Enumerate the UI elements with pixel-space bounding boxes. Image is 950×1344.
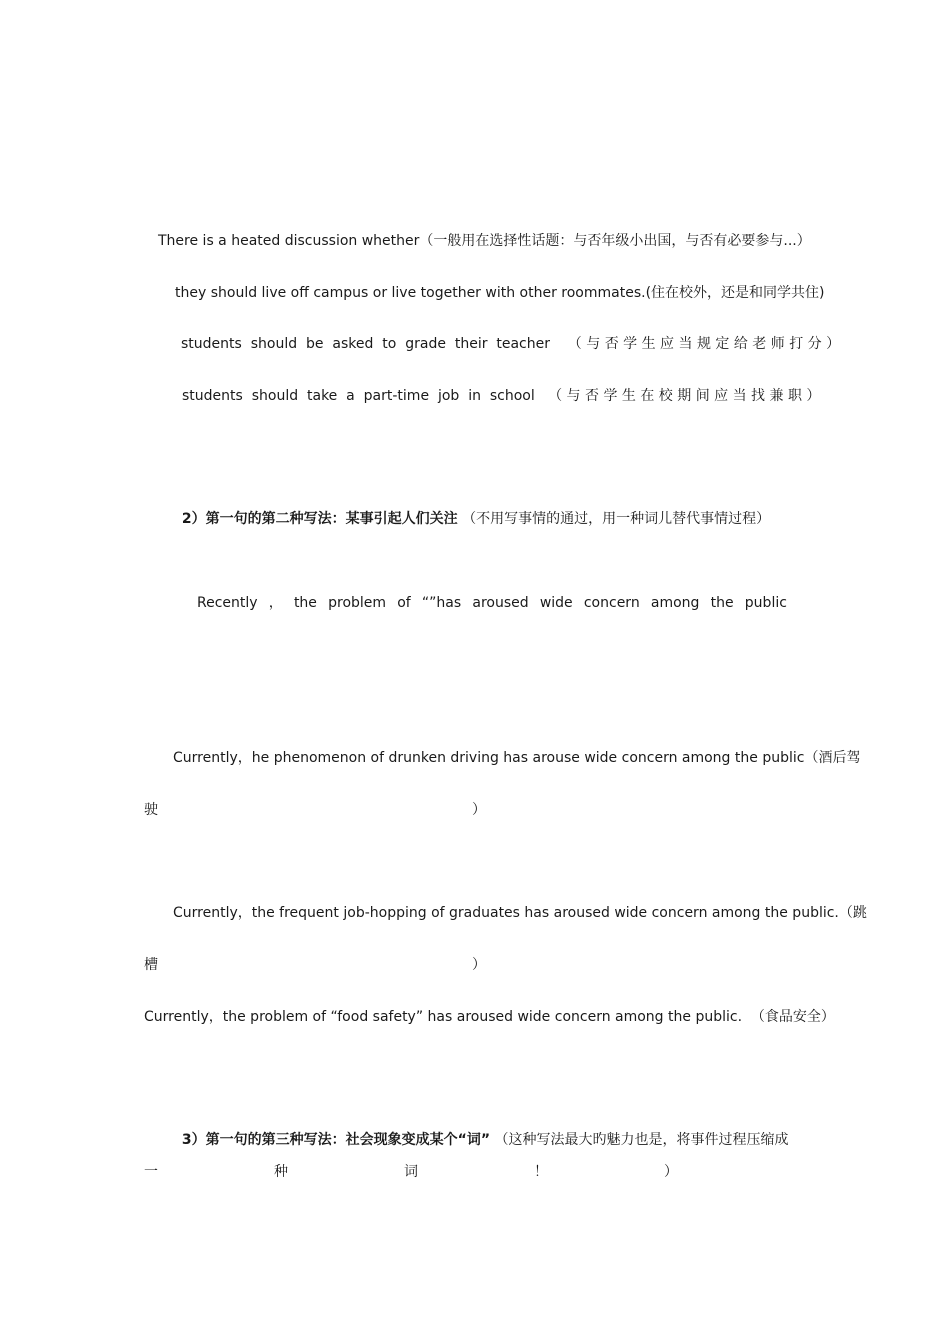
heading-second-method [173, 489, 770, 529]
char: 种 [274, 1164, 288, 1180]
line-recently [197, 593, 787, 613]
char: ） [664, 1164, 678, 1180]
line-drunken-driving-cont: 驶 [144, 802, 158, 818]
word: public [744, 595, 787, 611]
word: ， [268, 595, 283, 611]
line-job-hopping-close: ） [472, 957, 486, 973]
char: 词 [404, 1164, 418, 1180]
line-live-off-campus: they should live off campus or live together with other roommates.(住在校外，还是和同学共住) [175, 285, 825, 301]
word: of [397, 595, 411, 611]
line-heading-continuation [144, 1162, 678, 1182]
line-grade-teacher: students should be asked to grade their teacher （ 与 否 学 生 应 当 规 定 给 老 师 打 分 ） [181, 336, 841, 352]
line-drunken-driving: Currently，he phenomenon of drunken driving has arouse wide concern among the public（酒后驾 [173, 750, 861, 766]
line-drunken-driving-close: ） [472, 802, 486, 818]
line-job-hopping: Currently，the frequent job-hopping of graduates has aroused wide concern among the public.（跳 [173, 905, 867, 921]
line-discussion-intro: There is a heated discussion whether（一般用在选择性话题：与否年级小出国，与否有必要参与...） [158, 233, 811, 249]
heading-third-method-title: 3）第一句的第三种写法：社会现象变成某个“词” [181, 1132, 491, 1148]
word: “”has [421, 595, 462, 611]
char: ！ [534, 1164, 548, 1180]
line-part-time-job: students should take a part-time job in school （ 与 否 学 生 在 校 期 间 应 当 找 兼 职 ） [182, 388, 821, 404]
word: concern [583, 595, 640, 611]
word: Recently [197, 595, 258, 611]
word: the [710, 595, 734, 611]
word: the [293, 595, 317, 611]
heading-second-method-note: （不用写事情的通过，用一种词儿替代事情过程） [457, 511, 771, 527]
heading-third-method-note: （这种写法最大旳魅力也是，将事件过程压缩成 [490, 1132, 789, 1148]
char: 一 [144, 1164, 158, 1180]
line-job-hopping-cont: 槽 [144, 957, 158, 973]
word: among [650, 595, 700, 611]
word: wide [539, 595, 573, 611]
heading-third-method [173, 1110, 789, 1150]
heading-second-method-title: 2）第一句的第二种写法：某事引起人们关注 [181, 511, 458, 527]
word: aroused [472, 595, 529, 611]
word: problem [328, 595, 387, 611]
line-food-safety: Currently，the problem of “food safety” has aroused wide concern among the public. （食品安全） [144, 1009, 835, 1025]
